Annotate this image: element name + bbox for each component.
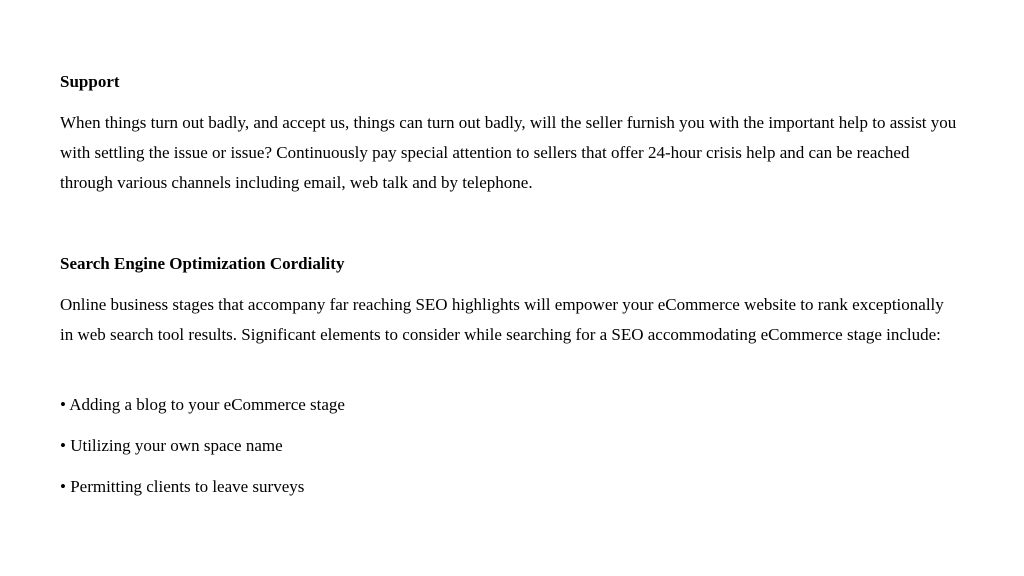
- seo-bullet-reviews: • Permitting clients to leave surveys: [60, 477, 305, 496]
- seo-bullet-blog: • Adding a blog to your eCommerce stage: [60, 395, 345, 414]
- support-heading: Support: [60, 72, 120, 91]
- seo-bullet-domain: • Utilizing your own space name: [60, 436, 283, 455]
- support-paragraph: When things turn out badly, and accept us, things can turn out badly, will the seller furnish you with the important help to assist you with settling the issue or issue? Continuously pay special attention to sellers that offer 24‑hour crisis help and can be reached through various channels including email, web talk and by telephone.: [60, 113, 957, 192]
- seo-heading: Search Engine Optimization Cordiality: [60, 254, 345, 273]
- seo-paragraph: Online business stages that accompany far reaching SEO highlights will empower your eCommerce website to rank exceptionally in web search tool results. Significant elements to consider while searching for a SEO accommodating eCommerce stage include:: [60, 295, 944, 344]
